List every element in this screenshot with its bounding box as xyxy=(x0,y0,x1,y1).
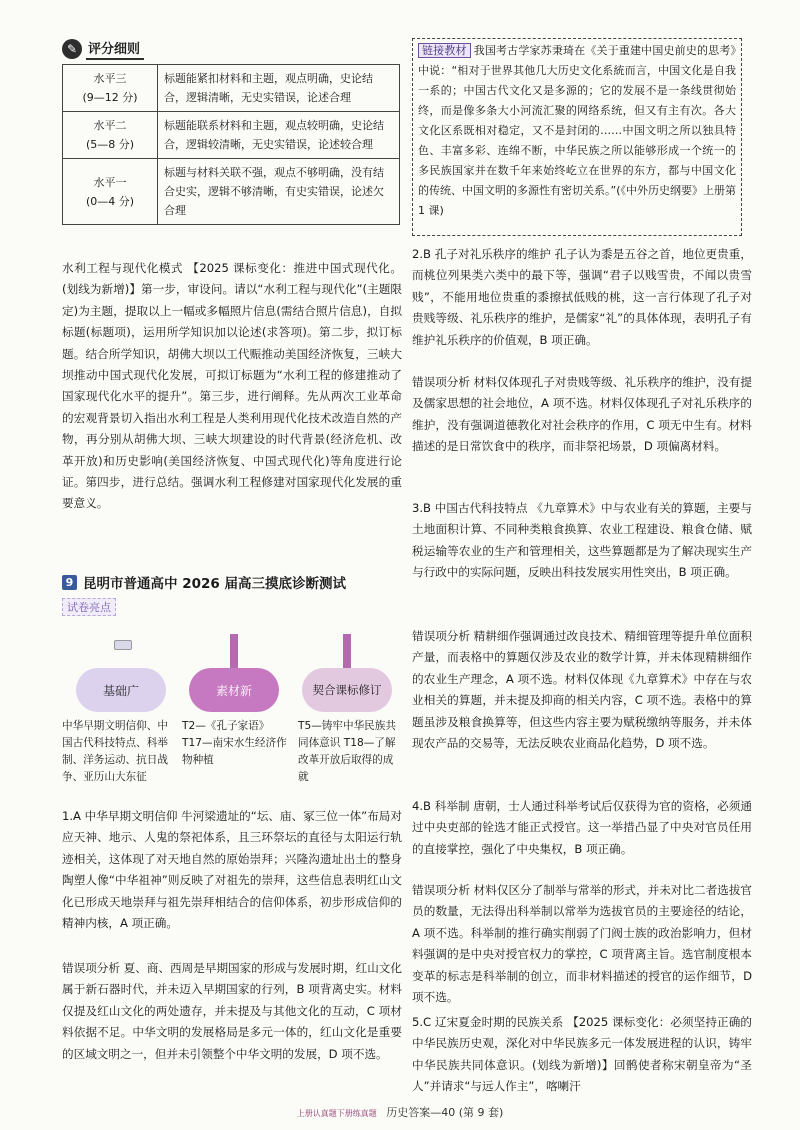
badge-title: 评分细则 xyxy=(86,38,144,60)
error-analysis-q3: 错误项分析 精耕细作强调通过改良技术、精细管理等提升单位面积产量，而表格中的算题仅涉及农业的数学计算，并未体现精耕细作的农业生产理念，A 项不选。材料仅体现《九章算术》中存在与农业相关的算题，并未提及抑商的相关内容，C 项不选。表格中的算题虽涉及粮食换算等，但这些内容主要为赋税缴纳等服务，并未体现农产品的交易等，无法反映农业商品化趋势，D 项不选。 xyxy=(412,629,752,751)
cloud-new-material: 素材新 xyxy=(189,668,279,712)
pillar-icon xyxy=(343,634,351,670)
note-basic: 中华早期文明信仰、中国古代科技特点、科举制、洋务运动、抗日战争、亚历山大东征 xyxy=(62,720,168,783)
error-analysis-q1: 错误项分析 夏、商、西周是早期国家的形成与发展时期，红山文化属于新石器时代，并未迈入早期国家的行列，B 项背离史实。材料仅提及红山文化的两处遗存，并未提及与其他文化的互动，C 项材料依据不足。中华文明的发展格局是多元一体的，红山文化是重要的区域文明之一，但并未引领整个中华文明的发展，D 项不选。 xyxy=(62,961,402,1061)
highlight-tag: 试卷亮点 xyxy=(62,598,116,616)
answer-q2: 2.B 孔子对礼乐秩序的维护 孔子认为黍是五谷之首，地位更贵重，而桃位列果类六类中的最下等，强调“君子以贱雪贵，不闻以贵雪贱”，不能用地位贵重的黍擦拭低贱的桃，这一言行体现了孔子对贵贱等级、礼乐秩序的维护，是儒家“礼”的具体体现，表明孔子有维护礼乐秩序的价值观，B 项正确。 xyxy=(412,247,752,347)
cloud-basic: 基础广 xyxy=(76,668,166,712)
answer-q1: 1.A 中华早期文明信仰 牛河梁遗址的“坛、庙、冢三位一体”布局对应天神、地示、人鬼的祭祀体系，且三环祭坛的直径与太阳运行轨迹相关，这体现了对天地自然的原始崇拜；兴隆沟遗址出土的整身陶塑人像“中华祖神”则反映了对祖先的崇拜，这些信息表明红山文化已形成天地崇拜与祖先崇拜相结合的信仰体系，初步形成信仰的精神内核，A 项正确。 xyxy=(62,809,402,931)
note-curriculum: T5—铸牢中华民族共同体意识 T18—了解改革开放后取得的成就 xyxy=(298,720,396,783)
error-analysis-q4: 错误项分析 材料仅区分了制举与常举的形式，并未对比二者选拔官员的数量，无法得出科举制以常举为选拔官员的主要途径的结论，A 项不选。科举制的推行确实削弱了门阀士族的政治影响力，但材料强调的是中央对授官权力的掌控，C 项背离主旨。选官制度根本变革的标志是科举制的创立，而非材料描述的授官的运作细节，D 项不选。 xyxy=(412,883,752,1005)
section-badge xyxy=(62,38,144,60)
page-number: 历史答案—40 (第 9 套) xyxy=(386,1106,504,1119)
answer-q4: 4.B 科举制 唐朝，士人通过科举考试后仅获得为官的资格，必须通过中央吏部的铨选才能正式授官。这一举措凸显了中央对官员任用的直接掌控，强化了中央集权，B 项正确。 xyxy=(412,799,752,856)
answer-q5: 5.C 辽宋夏金时期的民族关系 【2025 课标变化：必须坚持正确的中华民族历史观，深化对中华民族多元一体发展进程的认识，铸牢中华民族共同体意识。(划线为新增)】回鹘使者称宋朝皇帝为“圣人”并请求“与远人作主”，喀喇汗 xyxy=(412,1015,752,1094)
level-cell: 水平三 (9—12 分) xyxy=(63,65,158,112)
table-row xyxy=(63,112,400,159)
table-row xyxy=(63,159,400,225)
note-material: T2—《孔子家语》 T17—南宋水生经济作物种植 xyxy=(182,720,287,766)
link-text: 我国考古学家苏秉琦在《关于重建中国史前史的思考》中说：“相对于世界其他几大历史文化系統而言，中国文化是自我一系的；中国古代文化又是多源的；它的发展不是一条线贯彻始终，而是像多条大小河流汇聚的网络系统，但又有主有次。各大文化区系既相对稳定，又不是封闭的……中国文明之所以独具特色、丰富多彩、连绵不断，中华民族之所以能够形成一个统一的多民族国家并在数千年来始终屹立在世界的东方，都与中国文化的传统、中国文明的多源性有密切关系。”(《中外历史纲要》上册第 1 课) xyxy=(418,44,737,217)
level-cell: 水平一 (0—4 分) xyxy=(63,159,158,225)
pillar-icon xyxy=(230,634,238,670)
table-row xyxy=(63,65,400,112)
error-analysis-q2: 错误项分析 材料仅体现孔子对贵贱等级、礼乐秩序的维护，没有提及儒家思想的社会地位，A 项不选。材料仅体现孔子对礼乐秩序的维护，没有强调道德教化对社会秩序的作用，C 项无中生有。材料描述的是日常饮食中的秩序，而非祭祀场景，D 项偏离材料。 xyxy=(412,375,752,454)
desc-cell: 标题能紧扣材料和主题，观点明确，史论结合，逻辑清晰，无史实错误，论述合理 xyxy=(158,65,400,112)
level-cell: 水平二 (5—8 分) xyxy=(63,112,158,159)
highlight-diagram xyxy=(62,628,402,716)
answer-paragraph: 水利工程与现代化模式 【2025 课标变化：推进中国式现代化。(划线为新增)】第一步，审设问。请以“水利工程与现代化”(主题限定)为主题，提取以上一幅或多幅照片信息(需结合照片信息)，自拟标题(标题项)，运用所学知识加以论述(求答项)。第二步，拟订标题。结合所学知识，胡佛大坝以工代赈推动美国经济恢复，三峡大坝推动中国式现代化发展，可拟订标题为“水利工程的修建推动了国家现代化水平的提升”。第三步，进行阐释。先从两次工业革命的宏观背景切入指出水利工程是人类利用现代化技术改造自然的产物，再分别从胡佛大坝、三峡大坝建设的时代背景(经济危机、改革开放)和历史影响(美国经济恢复、中国式现代化)等角度进行论证。第四步，进行总结。强调水利工程修建对国家现代化发展的重要意义。 xyxy=(62,261,402,511)
pencil-icon: ✎ xyxy=(62,39,82,59)
tag-icon xyxy=(114,640,132,650)
section-title: 9 昆明市普通高中 2026 届高三摸底诊断测试 xyxy=(62,572,402,592)
section-number: 9 xyxy=(62,575,77,590)
textbook-link-box xyxy=(412,38,742,236)
brand-logo: 上册认真题下册练真题 xyxy=(296,1108,377,1118)
link-tag: 链接教材 xyxy=(418,43,471,58)
desc-cell: 标题能联系材料和主题，观点较明确，史论结合，逻辑较清晰，无史实错误，论述较合理 xyxy=(158,112,400,159)
page-footer xyxy=(0,1104,800,1120)
desc-cell: 标题与材料关联不强，观点不够明确，没有结合史实，逻辑不够清晰，有史实错误，论述欠合理 xyxy=(158,159,400,225)
cloud-curriculum: 契合课标修订 xyxy=(302,668,392,712)
rubric-table xyxy=(62,64,400,225)
answer-q3: 3.B 中国古代科技特点 《九章算术》中与农业有关的算题，主要与土地面积计算、不同种类粮食换算、农业工程建设、粮食仓储、赋税运输等农业的生产和管理相关，这些算题都是为了解决现实生产与行政中的实际问题，反映出科技发展实用性突出，B 项正确。 xyxy=(412,501,752,580)
